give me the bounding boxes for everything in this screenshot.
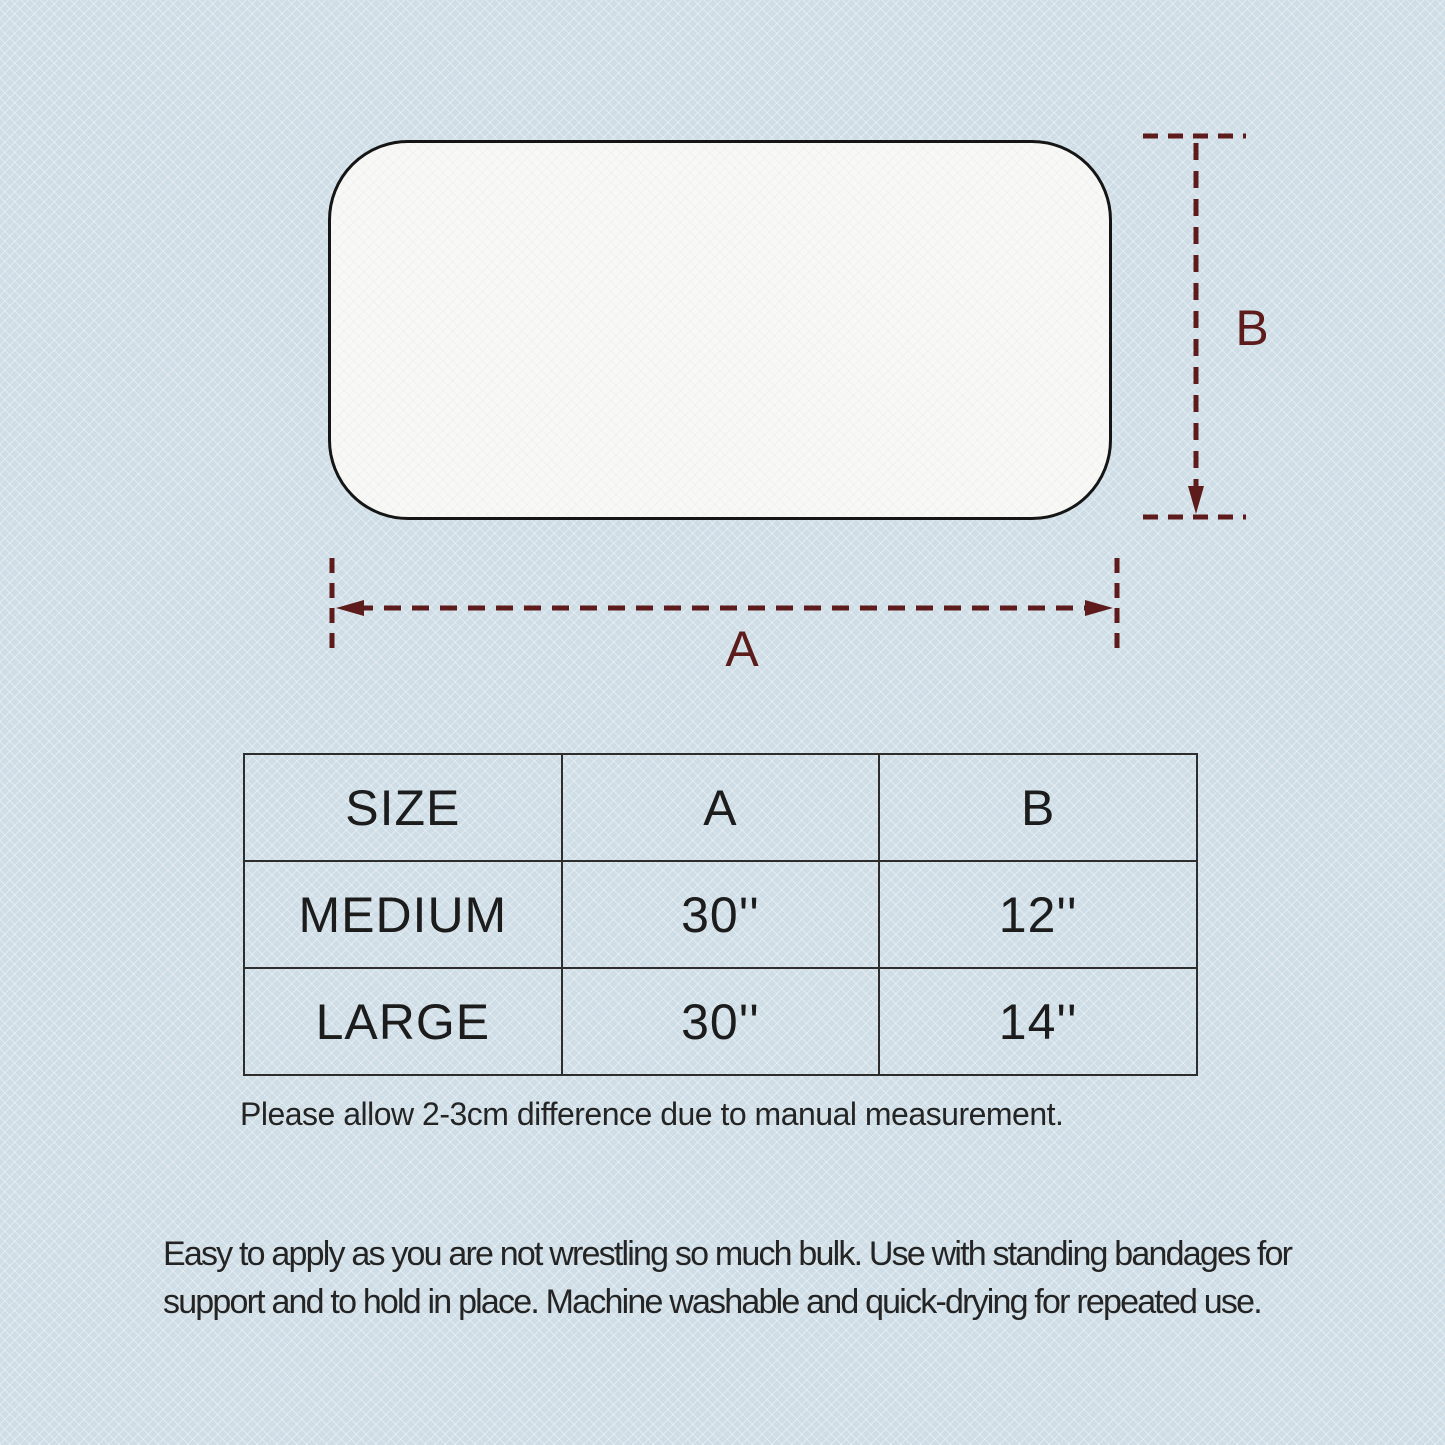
b-value-cell: 14'' — [879, 968, 1197, 1075]
product-pad-shape — [328, 140, 1112, 520]
a-arrowhead-right-icon — [1085, 600, 1113, 616]
size-table-row-large — [244, 968, 1197, 1075]
size-cell: MEDIUM — [244, 861, 562, 968]
a-value-cell: 30'' — [562, 968, 880, 1075]
b-arrowhead-down-icon — [1188, 486, 1204, 514]
size-table-header-size: SIZE — [244, 754, 562, 861]
product-description: Easy to apply as you are not wrestling so much bulk. Use with standing bandages for support and to hold in place. Machine washable and quick-drying for repeated use. — [163, 1235, 1292, 1322]
size-table — [243, 753, 1198, 1076]
a-arrowhead-left-icon — [336, 600, 364, 616]
size-table-row-medium — [244, 861, 1197, 968]
measurement-note: Please allow 2-3cm difference due to manual measurement. — [240, 1096, 1064, 1132]
size-table-header-b: B — [879, 754, 1197, 861]
b-value-cell: 12'' — [879, 861, 1197, 968]
size-table-header-a: A — [562, 754, 880, 861]
size-cell: LARGE — [244, 968, 562, 1075]
a-value-cell: 30'' — [562, 861, 880, 968]
dimension-label-b: B — [1235, 300, 1269, 356]
dimension-label-a: A — [725, 621, 759, 677]
size-table-header-row — [244, 754, 1197, 861]
